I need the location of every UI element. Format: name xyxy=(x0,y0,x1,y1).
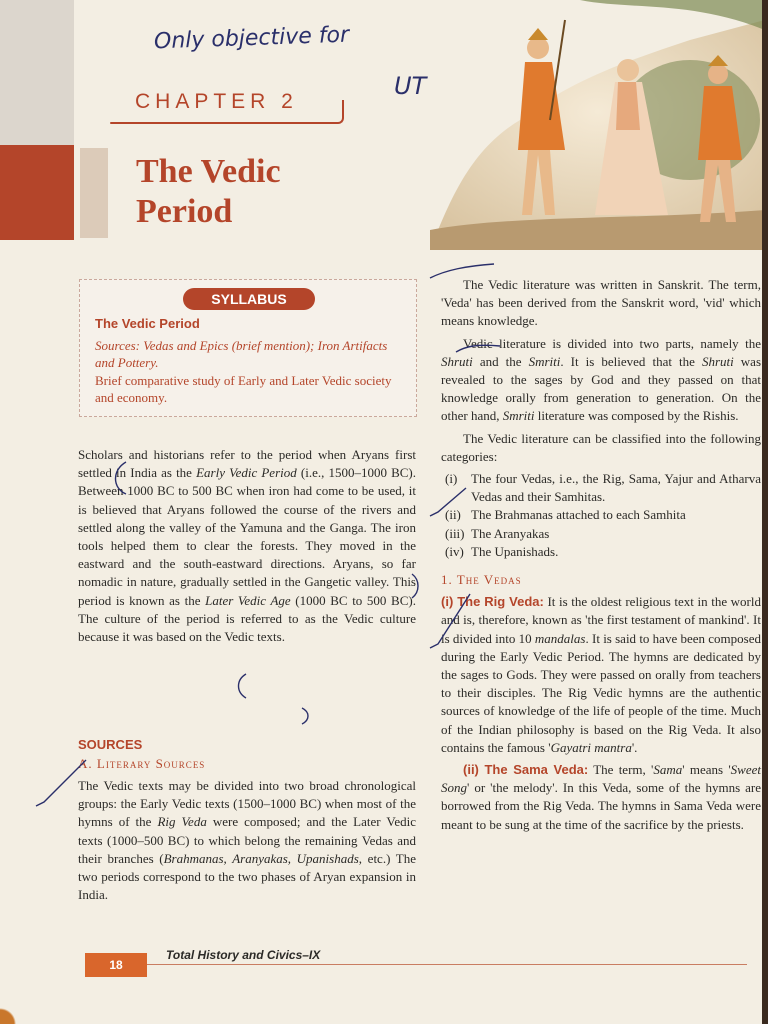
intro-paragraph: Scholars and historians refer to the period when Aryans first settled in India as the Early Vedic Period (i.e., 1500–1000 BC). Between 1000 BC to 500 BC when iron had come to be used, it is believed that Aryans followed the course of the rivers and settled along the valley of the Yamuna and the Ganga. The iron tools helped them to clear the forests. They moved in the eastward and the south-eastward directions. Aryans, so far nomadic in nature, gradually settled in the Gangetic valley. This period is known as the Later Vedic Age (1000 BC to 500 BC). The culture of the period is referred to as the Vedic culture because it was based on the Vedic texts. xyxy=(78,447,416,645)
vedas-heading: 1. The Vedas xyxy=(441,572,522,588)
footer-rule xyxy=(147,964,747,965)
syllabus-subtitle: The Vedic Period xyxy=(95,316,200,331)
pen-tick-mark xyxy=(430,488,466,516)
page-number: 18 xyxy=(85,953,147,977)
pen-tick-mark xyxy=(456,345,500,352)
syllabus-line-comparison: Brief comparative study of Early and Later Vedic society and economy. xyxy=(95,373,392,405)
handwritten-note-line2: UT xyxy=(394,72,427,100)
pen-bracket-mark xyxy=(302,708,308,724)
finger-shadow xyxy=(0,984,40,1024)
chapter-title-line1: The Vedic xyxy=(136,153,281,190)
pen-tick-mark xyxy=(430,594,470,648)
chapter-title-line2: Period xyxy=(136,193,233,230)
list-item: (iii) The Aranyakas xyxy=(445,525,550,541)
list-item: (iv) The Upanishads. xyxy=(445,543,559,559)
literary-sources-heading: A. Literary Sources xyxy=(78,756,206,771)
pen-bracket-mark xyxy=(412,574,418,598)
handwritten-note-line1: Only objective for xyxy=(153,22,350,55)
shruti-smriti-paragraph: Vedic literature is divided into two parts, namely the Shruti and the Smriti. It is believed that the Shruti was revealed to the sages by God and they passed on that knowledge orally from generation to generation. On the other hand, Smriti literature was composed by the Rishis. xyxy=(441,335,761,424)
pen-bracket-mark xyxy=(116,462,127,494)
list-item: (ii) The Brahmanas attached to each Samhita xyxy=(445,507,686,523)
syllabus-badge: SYLLABUS xyxy=(183,288,315,310)
literary-sources-paragraph: The Vedic texts may be divided into two broad chronological groups: the Early Vedic texts (1500–1000 BC) when most of the hymns of the Rig Veda were composed; and the Later Vedic texts (1000–500 BC) to which belong the remaining Vedas and their branches (Brahmanas, Aranyakas, Upanishads, etc.) The two periods correspond to the two phases of Aryan expansion in India. xyxy=(78,778,416,903)
pen-tick-mark xyxy=(430,264,494,278)
rig-veda-paragraph: (i) The Rig Veda: It is the oldest religious text in the world and is, therefore, known as 'the first testament of mankind'. It is divided into 10 mandalas. It is said to have been composed during the Early Vedic Period. The hymns are dedicated by the sages to Gods. They were passed on orally from teachers to their disciples. The Rig Vedic hymns are the authentic sources of knowledge of the life of people of the time. Much of the Indian philosophy is based on the Rig Veda. It also contains the famous 'Gayatri mantra'. xyxy=(441,594,762,755)
pen-bracket-mark xyxy=(239,674,247,698)
pen-tick-mark xyxy=(36,760,86,806)
categories-intro: The Vedic literature can be classified into the following categories: xyxy=(441,430,761,464)
sources-heading: SOURCES xyxy=(78,737,143,752)
book-title: Total History and Civics–IX xyxy=(166,948,321,962)
list-item: (i) The four Vedas, i.e., the Rig, Sama, Yajur and Atharva Vedas and their Samhitas. xyxy=(445,471,761,505)
sama-veda-paragraph: (ii) The Sama Veda: The term, 'Sama' means 'Sweet Song' or 'the melody'. In this Veda, some of the hymns are borrowed from the Rig Veda. The hymns in Sama Veda were meant to be sung at the time of the sacrifice by the priests. xyxy=(441,762,761,832)
sanskrit-paragraph: The Vedic literature was written in Sanskrit. The term, 'Veda' has been derived from the Sanskrit word, 'vid' which means knowledge. xyxy=(441,277,761,329)
chapter-label: CHAPTER 2 xyxy=(135,90,298,113)
syllabus-line-sources: Sources: Vedas and Epics (brief mention); Iron Artifacts and Pottery. xyxy=(95,338,388,370)
